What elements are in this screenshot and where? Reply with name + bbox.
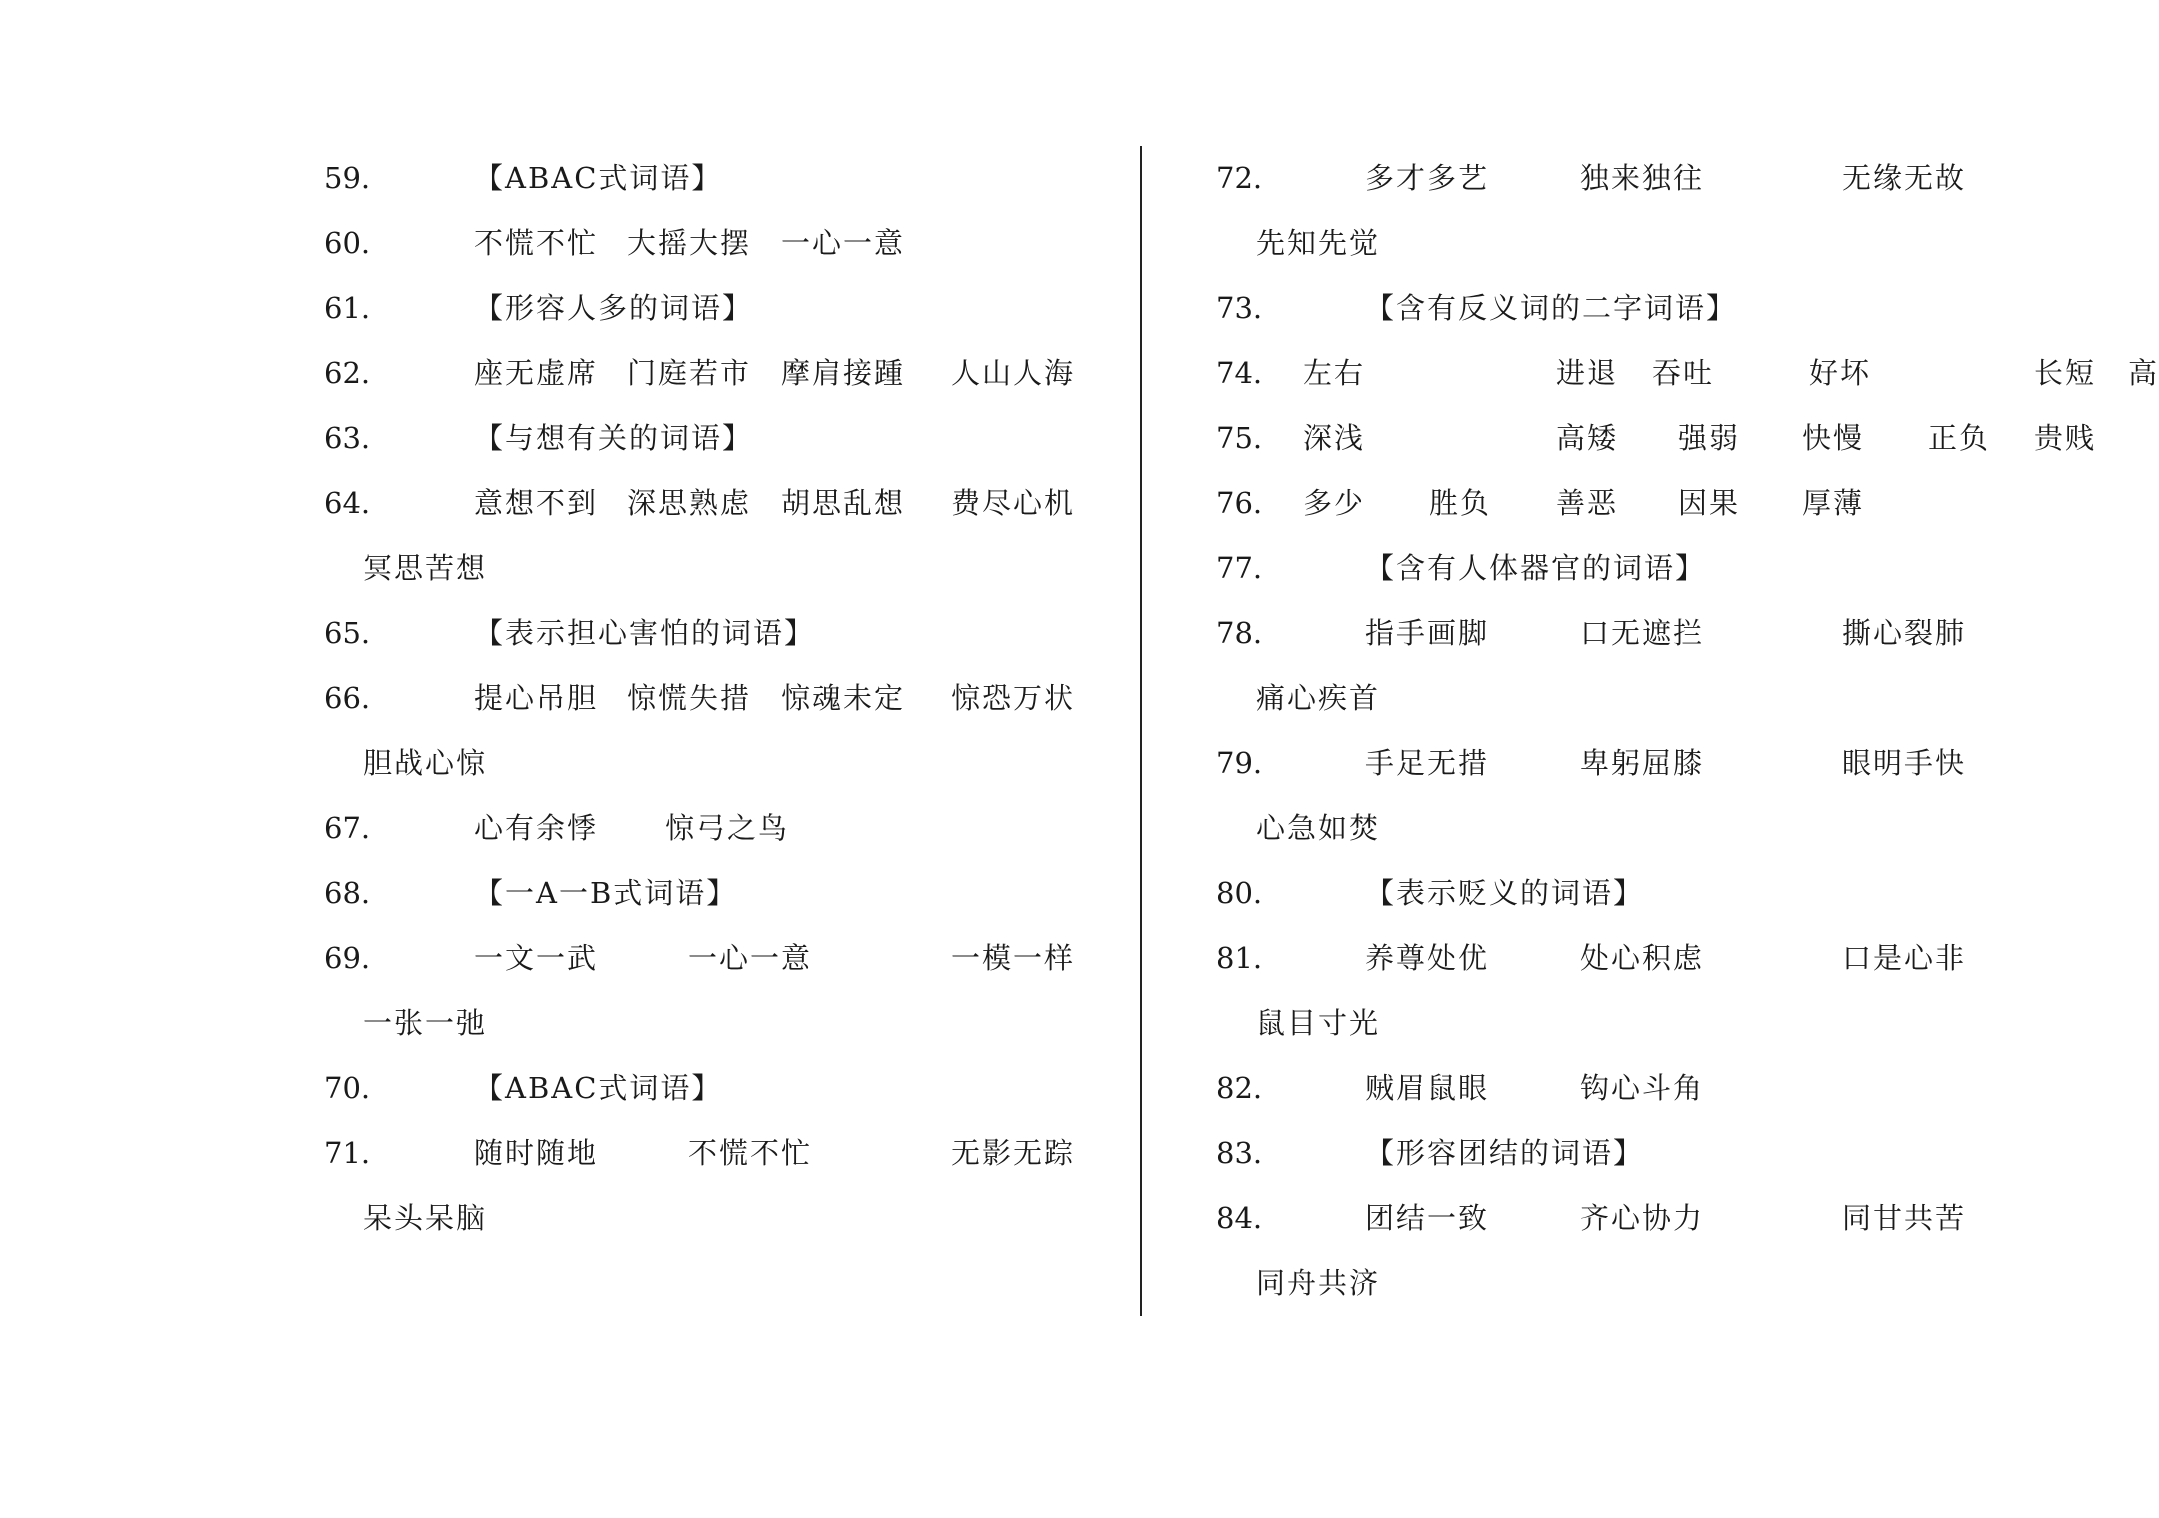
item-number: 65. <box>324 616 371 650</box>
item-number: 84. <box>1216 1201 1263 1235</box>
word: 手足无措 <box>1365 746 1490 780</box>
word: 养尊处优 <box>1365 941 1490 975</box>
word: 正负 <box>1928 421 1991 455</box>
word-continuation: 心急如焚 <box>1256 811 1381 845</box>
word: 高矮 <box>1556 421 1619 455</box>
item-number: 67. <box>324 811 371 845</box>
word: 人山人海 <box>951 356 1076 390</box>
section-heading: 【与想有关的词语】 <box>474 421 754 455</box>
word: 惊恐万状 <box>951 681 1076 715</box>
item-number: 73. <box>1216 291 1263 325</box>
word: 口无遮拦 <box>1580 616 1705 650</box>
word: 进退 <box>1556 356 1619 390</box>
word-continuation: 胆战心惊 <box>363 746 488 780</box>
word-continuation: 鼠目寸光 <box>1256 1006 1381 1040</box>
section-heading: 【表示担心害怕的词语】 <box>474 616 816 650</box>
word: 一心一意 <box>781 226 906 260</box>
word: 座无虚席 <box>474 356 599 390</box>
word: 深浅 <box>1303 421 1366 455</box>
word: 团结一致 <box>1365 1201 1490 1235</box>
word: 费尽心机 <box>951 486 1076 520</box>
item-number: 81. <box>1216 941 1263 975</box>
item-number: 75. <box>1216 421 1263 455</box>
word: 随时随地 <box>474 1136 599 1170</box>
section-heading: 【ABAC式词语】 <box>474 161 723 195</box>
word: 同甘共苦 <box>1842 1201 1967 1235</box>
section-heading: 【形容人多的词语】 <box>474 291 754 325</box>
word: 强弱 <box>1678 421 1741 455</box>
word: 贵贱 <box>2034 421 2097 455</box>
word: 提心吊胆 <box>474 681 599 715</box>
item-number: 74. <box>1216 356 1263 390</box>
word: 门庭若市 <box>627 356 752 390</box>
word: 快慢 <box>1802 421 1865 455</box>
word: 卑躬屈膝 <box>1580 746 1705 780</box>
word: 贼眉鼠眼 <box>1365 1071 1490 1105</box>
word: 独来独往 <box>1580 161 1705 195</box>
item-number: 60. <box>324 226 371 260</box>
section-heading: 【形容团结的词语】 <box>1365 1136 1645 1170</box>
item-number: 83. <box>1216 1136 1263 1170</box>
item-number: 79. <box>1216 746 1263 780</box>
word: 撕心裂肺 <box>1842 616 1967 650</box>
word-continuation: 痛心疾首 <box>1256 681 1381 715</box>
word: 钩心斗角 <box>1580 1071 1705 1105</box>
item-number: 72. <box>1216 161 1263 195</box>
item-number: 82. <box>1216 1071 1263 1105</box>
word: 因果 <box>1678 486 1741 520</box>
section-heading: 【含有反义词的二字词语】 <box>1365 291 1738 325</box>
word-continuation: 同舟共济 <box>1256 1266 1381 1300</box>
word: 齐心协力 <box>1580 1201 1705 1235</box>
item-number: 59. <box>324 161 371 195</box>
word: 口是心非 <box>1842 941 1967 975</box>
word: 一心一意 <box>688 941 813 975</box>
word: 意想不到 <box>474 486 599 520</box>
word: 左右 <box>1303 356 1366 390</box>
word: 多少 <box>1303 486 1366 520</box>
item-number: 78. <box>1216 616 1263 650</box>
word: 深思熟虑 <box>627 486 752 520</box>
item-number: 68. <box>324 876 371 910</box>
word-continuation: 呆头呆脑 <box>363 1201 488 1235</box>
item-number: 69. <box>324 941 371 975</box>
word: 吞吐 <box>1652 356 1715 390</box>
item-number: 62. <box>324 356 371 390</box>
word: 心有余悸 <box>474 811 599 845</box>
item-number: 70. <box>324 1071 371 1105</box>
column-divider <box>1140 146 1142 1316</box>
item-number: 64. <box>324 486 371 520</box>
word-continuation: 先知先觉 <box>1256 226 1381 260</box>
item-number: 61. <box>324 291 371 325</box>
word-continuation: 一张一弛 <box>363 1006 488 1040</box>
word: 惊弓之鸟 <box>665 811 790 845</box>
word: 高 <box>2128 356 2159 390</box>
word: 一模一样 <box>951 941 1076 975</box>
word: 无缘无故 <box>1842 161 1967 195</box>
word: 处心积虑 <box>1580 941 1705 975</box>
word: 惊慌失措 <box>627 681 752 715</box>
item-number: 80. <box>1216 876 1263 910</box>
word: 不慌不忙 <box>688 1136 813 1170</box>
word: 不慌不忙 <box>474 226 599 260</box>
word: 惊魂未定 <box>781 681 906 715</box>
word-continuation: 冥思苦想 <box>363 551 488 585</box>
section-heading: 【一A一B式词语】 <box>474 876 738 910</box>
word: 眼明手快 <box>1842 746 1967 780</box>
item-number: 66. <box>324 681 371 715</box>
word: 一文一武 <box>474 941 599 975</box>
word: 大摇大摆 <box>627 226 752 260</box>
item-number: 71. <box>324 1136 371 1170</box>
word: 善恶 <box>1556 486 1619 520</box>
item-number: 77. <box>1216 551 1263 585</box>
section-heading: 【表示贬义的词语】 <box>1365 876 1645 910</box>
item-number: 63. <box>324 421 371 455</box>
word: 无影无踪 <box>951 1136 1076 1170</box>
word: 摩肩接踵 <box>781 356 906 390</box>
word: 胡思乱想 <box>781 486 906 520</box>
section-heading: 【含有人体器官的词语】 <box>1365 551 1707 585</box>
section-heading: 【ABAC式词语】 <box>474 1071 723 1105</box>
word: 厚薄 <box>1802 486 1865 520</box>
word: 长短 <box>2034 356 2097 390</box>
word: 好坏 <box>1809 356 1872 390</box>
word: 胜负 <box>1429 486 1492 520</box>
word: 多才多艺 <box>1365 161 1490 195</box>
item-number: 76. <box>1216 486 1263 520</box>
word: 指手画脚 <box>1365 616 1490 650</box>
